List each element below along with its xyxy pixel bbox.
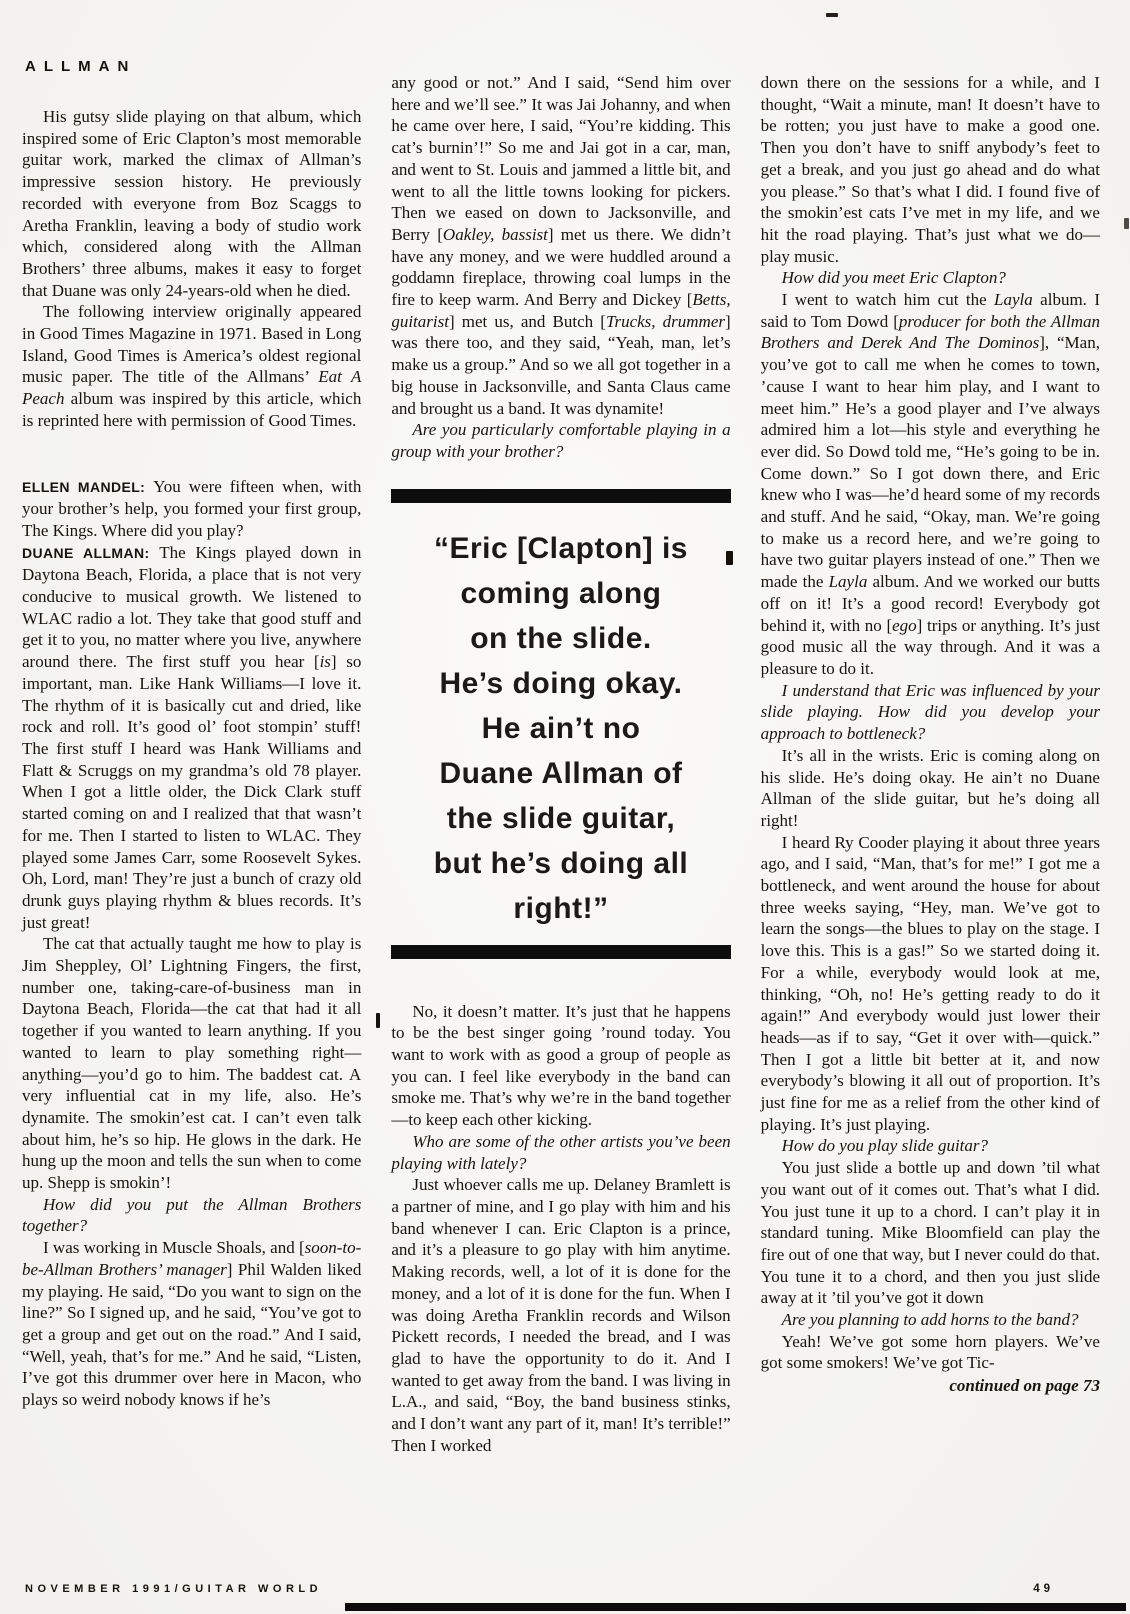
interview-question bbox=[761, 680, 1100, 745]
text-run: Betts, guitarist bbox=[391, 290, 731, 331]
paragraph bbox=[22, 301, 361, 431]
text-run: Oakley, bassist bbox=[442, 224, 548, 244]
text-run: Yeah! We’ve got some horn players. We’ve got some smokers! We’ve got Tic- bbox=[760, 1331, 1100, 1373]
text-run: ], “Man, you’ve got to call me when he comes to town, ’cause I want to hear him play, and I want to meet him.” He’s a good player and I’ve always admired him a lot—his style and everything he ever did. So Dowd told me, “He’s going to be in. Come down.” So I got down there, and Eric knew who I was—he’d heard some of my records and stuff. And he said, “Okay, man. We’re going to make us a record here, and we’re going to have two guitar players instead of one.” Then we made the bbox=[760, 333, 1100, 592]
text-run: ] Phil Walden liked my playing. He said, “Do you want to sign on the line?” So I signed up, and he said, “You’ve got to get a group and get out on the road.” And I said, “Well, yeah, that’s for me.” And he said, “Listen, I’ve got this drummer over here in Macon, who plays so weird nobody knows if he’s bbox=[22, 1259, 362, 1410]
text-run: Eat A Peach bbox=[22, 367, 362, 409]
spacer bbox=[22, 432, 361, 476]
pull-quote-text bbox=[391, 503, 730, 945]
text-run: I went to watch him cut the bbox=[781, 290, 995, 310]
paragraph bbox=[761, 832, 1100, 1136]
pull-quote bbox=[391, 489, 730, 959]
interview-question bbox=[391, 1131, 730, 1174]
article-columns bbox=[22, 72, 1100, 1456]
text-run: producer for both the Allman Brothers and Derek And The Dominos bbox=[760, 311, 1100, 353]
text-run: continued on page 73 bbox=[949, 1376, 1100, 1396]
text-run: I heard Ry Cooder playing it about three years ago, and I said, “Man, that’s for me!” I got me a bottleneck, and went around the house for about three weeks saying, “Hey, man. We’ve got to learn the songs—the blues to play on the stage. I love this. This is a gas!” So we started doing it. For a while, everybody would look at me, thinking, “Oh, no! He’s getting ready to do it again!” And everybody would just lower their heads—as if to say, “Get it over with—quick.” Then I got a little bit better at it, and now everybody’s blowing it all out of proportion. It’s just fine for me as a relief from the other kind of playing. It’s just playing. bbox=[760, 832, 1100, 1134]
text-run: I was working in Muscle Shoals, and [ bbox=[43, 1238, 305, 1258]
text-run: ] met us, and Butch [ bbox=[448, 311, 606, 331]
column-middle bbox=[391, 72, 730, 1456]
text-run: Layla bbox=[828, 572, 868, 592]
interview-question bbox=[22, 1194, 361, 1237]
text-run: How did you meet Eric Clapton? bbox=[781, 268, 1006, 288]
text-run: The following interview originally appeared in Good Times Magazine in 1971. Based in Long Island, Good Times is America’s oldest regional music paper. The title of the Allmans’ bbox=[22, 302, 362, 387]
text-run: Layla bbox=[994, 290, 1033, 310]
text-run: Trucks, drummer bbox=[605, 311, 725, 331]
paragraph bbox=[22, 106, 361, 301]
text-run: ] trips or anything. It’s just good music all the way through. And it was a pleasure to do it. bbox=[760, 615, 1100, 678]
pull-quote-line: coming along bbox=[460, 576, 662, 610]
footer-page-number: 49 bbox=[1033, 1583, 1054, 1595]
paragraph bbox=[391, 1174, 730, 1456]
paragraph bbox=[22, 476, 361, 542]
text-run: album. And we worked our butts off on it! It’s a good record! Everybody got behind it, with no [ bbox=[760, 572, 1100, 635]
pull-quote-line: the slide guitar, bbox=[446, 801, 676, 835]
pull-quote-line: He’s doing okay. bbox=[439, 666, 683, 700]
pull-quote-line: He ain’t no bbox=[481, 711, 641, 745]
text-run: is bbox=[319, 652, 331, 672]
speaker-label: ELLEN MANDEL: bbox=[22, 478, 154, 495]
paragraph bbox=[761, 289, 1100, 680]
pull-quote-rule-top bbox=[391, 489, 730, 503]
footer-issue-title: NOVEMBER 1991/GUITAR WORLD bbox=[25, 1583, 323, 1595]
scan-artifact bbox=[826, 13, 838, 17]
text-run: His gutsy slide playing on that album, which inspired some of Eric Clapton’s most memorable guitar work, marked the climax of Allman’s impressive session history. He previously recorded with everyone from Boz Scaggs to Aretha Franklin, leaving a body of studio work which, considered along with the Allman Brothers’ three albums, makes it easy to forget that Duane was only 24-years-old when he died. bbox=[22, 107, 362, 300]
text-run: I understand that Eric was influenced by your slide playing. How did you develop your approach to bottleneck? bbox=[760, 680, 1100, 744]
text-run: Just whoever calls me up. Delaney Bramlett is a partner of mine, and I go play with him and his band whenever I can. Eric Clapton is a prince, and it’s a pleasure to go play with him anytime. Making records, well, a lot of it is done for the money, and a lot of it is done for the fun. When I was doing Aretha Franklin records and Wilson Pickett records, I needed the bread, and I was glad to have the opportunity to do it. And I wanted to get away from the band. I was living in L.A., and said, “Boy, the band business stinks, and I don’t want any part of it, man! It’s terrible!” Then I worked bbox=[391, 1175, 731, 1455]
speaker-label: DUANE ALLMAN: bbox=[22, 544, 160, 561]
text-run: You were fifteen when, with your brother’s help, you formed your first group, The Kings. Where did you play? bbox=[22, 476, 362, 540]
paragraph bbox=[391, 72, 730, 419]
paragraph bbox=[761, 1157, 1100, 1309]
text-run: How do you play slide guitar? bbox=[781, 1136, 989, 1156]
column-right bbox=[761, 72, 1100, 1456]
interview-question bbox=[761, 1135, 1100, 1157]
text-run: any good or not.” And I said, “Send him over here and we’ll see.” It was Jai Johanny, and when he came over here, I said, “You’re kidding. This cat’s burnin’!” So me and Jai got in a car, man, and went to St. Louis and jammed a little bit, and went to all the little towns looking for pickers. Then we eased on down to Jacksonville, and Berry [ bbox=[391, 73, 731, 244]
text-run: album. I said to Tom Dowd [ bbox=[760, 290, 1100, 331]
text-run: You just slide a bottle up and down ’til what you want out of it comes out. That’s what I did. You just tune it up to a chord. I can’t play it in standard tuning. Mike Bloomfield can play the fire out of one that way, but I never could do that. You tune it to a chord, and then you just slide away at it ’til you’ve got it down bbox=[760, 1158, 1100, 1308]
text-run: ] was there too, and they said, “Yeah, man, let’s make us a group.” And so we all got together in a big house in Jacksonville, and Santa Claus came and brought us a band. It was dynamite! bbox=[391, 311, 731, 418]
pull-quote-line: “Eric [Clapton] is bbox=[433, 531, 688, 565]
text-run: Are you planning to add horns to the band? bbox=[781, 1310, 1079, 1330]
text-run: How did you put the Allman Brothers together? bbox=[22, 1194, 362, 1236]
text-run: ] met us there. We didn’t have any money, and we were huddled around a goddamn fireplace, throwing coal lumps in the fire to keep warm. And Berry and Dickey [ bbox=[391, 224, 731, 310]
section-header: ALLMAN bbox=[25, 58, 137, 75]
pull-quote-line: right!” bbox=[513, 891, 609, 925]
paragraph bbox=[391, 1001, 730, 1131]
pull-quote-rule-bottom bbox=[391, 945, 730, 959]
pull-quote-line: Duane Allman of bbox=[439, 756, 683, 790]
text-run: No, it doesn’t matter. It’s just that he happens to be the best singer going ’round today. You want to work with as good a group of people as you can. I feel like everybody in the band can smoke me. That’s why we’re in the band together—to keep each other kicking. bbox=[391, 1001, 731, 1130]
text-run: It’s all in the wrists. Eric is coming along on his slide. He’s doing okay. He ain’t no Duane Allman of the slide guitar, but he’s doing all right! bbox=[760, 745, 1100, 830]
paragraph bbox=[761, 745, 1100, 832]
column-left bbox=[22, 72, 361, 1456]
text-run: ] so important, man. Like Hank Williams—I love it. The rhythm of it is basically cut and dried, like rock and roll. It’s good ol’ foot stompin’ stuff! The first stuff I heard was Hank Williams and Flatt & Scruggs on my grandma’s old 78 player. When I got a little older, the Dick Clark stuff started coming on and I realized that that wasn’t for me. Then I started to listen to WLAC. They played some James Carr, some Roosevelt Sykes. Oh, Lord, man! They’re just a bunch of crazy old drunk guys playing rhythm & blues records. It’s just great! bbox=[22, 652, 362, 932]
text-run: down there on the sessions for a while, and I thought, “Wait a minute, man! It doesn’t have to be rotten; you just have to make a good one. Then you don’t have to sniff anybody’s feet to get a break, and you just go ahead and do what you please.” So that’s what I did. I found five of the smokin’est cats I’ve met in my life, and we hit the road playing. That’s just what we do—play music. bbox=[760, 73, 1100, 266]
interview-question bbox=[761, 1309, 1100, 1331]
continued-note bbox=[761, 1375, 1100, 1397]
text-run: Who are some of the other artists you’ve been playing with lately? bbox=[391, 1131, 731, 1173]
paragraph bbox=[761, 72, 1100, 267]
text-run: album was inspired by this article, which is reprinted here with permission of Good Times. bbox=[22, 389, 362, 430]
paragraph bbox=[22, 1237, 361, 1411]
text-run: ego bbox=[892, 615, 917, 635]
paragraph bbox=[22, 933, 361, 1193]
paragraph bbox=[22, 542, 361, 934]
pull-quote-line: but he’s doing all bbox=[433, 846, 689, 880]
pull-quote-line: on the slide. bbox=[470, 621, 652, 655]
text-run: The Kings played down in Daytona Beach, Florida, a place that is not very conducive to musical growth. We listened to WLAC radio a lot. They take that good stuff and get it to you, no matter where you live, anywhere around there. The first stuff you hear [ bbox=[22, 542, 362, 672]
bottom-rule bbox=[345, 1603, 1126, 1611]
interview-question bbox=[761, 267, 1100, 289]
text-run: soon-to-be-Allman Brothers’ manager bbox=[22, 1238, 362, 1279]
text-run: The cat that actually taught me how to play is Jim Sheppley, Ol’ Lightning Fingers, the first, number one, taking-care-of-business man in Daytona Beach, Florida—the cat that had it all together if you wanted to learn anything. If you wanted to learn to play something right—anything—you’d go to him. The baddest cat. A very influential cat in my life, also. He’s dynamite. The smokin’est cat. I can’t even talk about him, he’s so hip. He glows in the dark. He hung up the moon and tells the sun when to come up. Shepp is smokin’! bbox=[22, 934, 362, 1193]
text-run: Are you particularly comfortable playing in a group with your brother? bbox=[391, 420, 731, 461]
scan-artifact bbox=[1124, 218, 1129, 229]
paragraph bbox=[761, 1331, 1100, 1374]
interview-question bbox=[391, 419, 730, 462]
